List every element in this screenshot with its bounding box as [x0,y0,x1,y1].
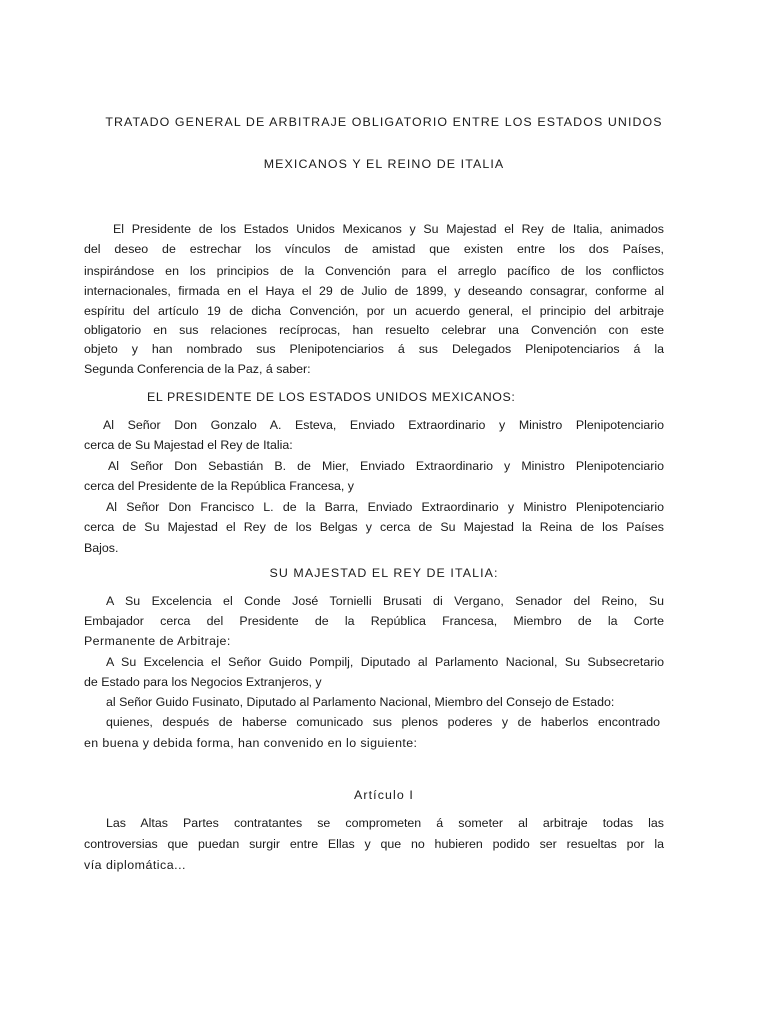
italy-delegate-line: A Su Excelencia el Señor Guido Pompilj, Diputado al Parlamento Nacional, Su Subsecretario [106,655,664,669]
mexico-delegate-line: Al Señor Don Sebastián B. de Mier, Enviado Extraordinario y Ministro Plenipotenciario [108,459,664,473]
italy-delegate-line: Permanente de Arbitraje: [84,634,231,648]
italy-delegate-line: Embajador cerca del Presidente de la República Francesa, Miembro de la Corte [84,614,664,628]
preamble-line: del deseo de estrechar los vínculos de amistad que existen entre los dos Países, [84,242,664,256]
article-text-line: vía diplomática... [84,858,186,872]
preamble-line: internacionales, firmada en el Haya el 29 de Julio de 1899, y deseando consagrar, conforme al [84,284,664,298]
mexico-heading: EL PRESIDENTE DE LOS ESTADOS UNIDOS MEXICANOS: [147,390,516,404]
italy-delegate-line: quienes, después de haberse comunicado sus plenos poderes y de haberlos encontrado [106,715,660,729]
mexico-delegate-line: cerca de Su Majestad el Rey de los Belgas y cerca de Su Majestad la Reina de los Países [84,520,664,534]
preamble-line: espíritu del artículo 19 de dicha Convención, por un acuerdo general, el principio del arbitraje [84,304,664,318]
document-title-line-1: TRATADO GENERAL DE ARBITRAJE OBLIGATORIO ENTRE LOS ESTADOS UNIDOS [105,115,663,129]
italy-delegate-line: al Señor Guido Fusinato, Diputado al Parlamento Nacional, Miembro del Consejo de Estado: [106,695,615,709]
mexico-delegate-line: cerca del Presidente de la República Francesa, y [84,479,354,493]
mexico-delegate-line: Al Señor Don Gonzalo A. Esteva, Enviado Extraordinario y Ministro Plenipotenciario [103,418,664,432]
italy-delegate-line: A Su Excelencia el Conde José Tornielli Brusati di Vergano, Senador del Reino, Su [106,594,664,608]
mexico-delegate-line: Bajos. [84,541,119,555]
article-heading: Artículo I [354,788,414,802]
article-text-line: Las Altas Partes contratantes se comprometen á someter al arbitraje todas las [106,816,664,830]
preamble-line: inspirándose en los principios de la Convención para el arreglo pacífico de los conflictos [84,264,664,278]
mexico-delegate-line: Al Señor Don Francisco L. de la Barra, Enviado Extraordinario y Ministro Plenipotenciario [106,500,664,514]
italy-heading: SU MAJESTAD EL REY DE ITALIA: [269,566,499,580]
document-title-line-2: MEXICANOS Y EL REINO DE ITALIA [263,157,505,171]
italy-delegate-line: en buena y debida forma, han convenido en lo siguiente: [84,736,418,750]
preamble-line: objeto y han nombrado sus Plenipotenciarios á sus Delegados Plenipotenciarios á la [84,342,664,356]
preamble-line: obligatorio en sus relaciones recíprocas, han resuelto celebrar una Convención con este [84,323,664,337]
preamble-line: Segunda Conferencia de la Paz, á saber: [84,362,311,376]
article-text-line: controversias que puedan surgir entre Ellas y que no hubieren podido ser resueltas por la [84,837,664,851]
preamble-line: El Presidente de los Estados Unidos Mexicanos y Su Majestad el Rey de Italia, animados [113,222,664,236]
mexico-delegate-line: cerca de Su Majestad el Rey de Italia: [84,438,293,452]
italy-delegate-line: de Estado para los Negocios Extranjeros, y [84,675,322,689]
